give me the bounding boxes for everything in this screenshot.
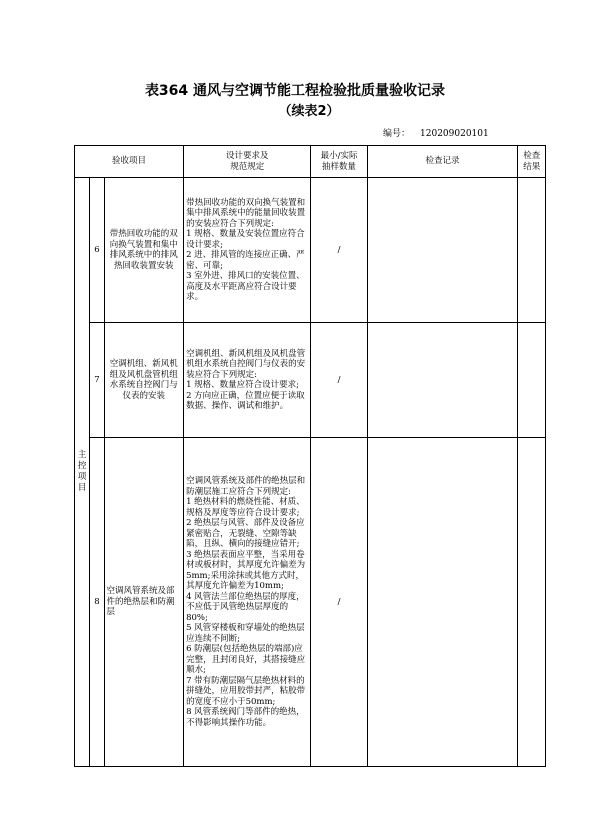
table-row [75,438,546,767]
row-result[interactable] [518,178,546,323]
row-record[interactable] [367,438,518,767]
row-requirement: 带热回收功能的双向换气装置和集中排风系统中的能量回收装置的安装应符合下列规定: 1 规格、数量及安装位置应符合设计要求; 2 进、排风管的连接应正确、严密、可靠; 3 室外进、排风口的安装位置、高度及水平距离应符合设计要求。 [184,178,311,323]
row-item: 空调机组、新风机组及风机盘管机组水系统自控阀门与仪表的安装 [104,323,184,438]
row-sample: / [311,178,367,323]
row-item: 空调风管系统及部件的绝热层和防潮层 [104,438,184,767]
row-record[interactable] [367,323,518,438]
row-item: 带热回收功能的双向换气装置和集中排风系统中的排风热回收装置安装 [104,178,184,323]
row-requirement: 空调机组、新风机组及风机盘管机组水系统自控阀门与仪表的安装应符合下列规定: 1 规格、数量应符合设计要求; 2 方向应正确，位置应便于读取数据、操作、调试和维护。 [184,323,311,438]
table-row [75,323,546,438]
row-sample: / [311,323,367,438]
row-record[interactable] [367,178,518,323]
header-row [75,146,546,178]
page-title: 表364 通风与空调节能工程检验批质量验收记录 [144,83,446,99]
row-number: 8 [90,438,104,767]
row-requirement: 空调风管系统及部件的绝热层和防潮层施工应符合下列规定: 1 绝热材料的燃烧性能、材质、规格及厚度等应符合设计要求; 2 绝热层与风管、部件及设备应紧密贴合，无裂缝、空隙等缺陷，且纵、横向的接缝应错开; 3 绝热层表面应平整，当采用卷材或板材时，其厚度允许偏差为5mm;采用涂抹或其他方式时，其厚度允许偏差为10mm; 4 风管法兰部位绝热层的厚度，不应低于风管绝热层厚度的80%; 5 风管穿楼板和穿墙处的绝热层应连续不间断; 6 防潮层(包括绝热层的端部)应完整，且封闭良好，其搭接缝应顺水; 7 带有防潮层隔气层绝热材料的拼缝处，应用胶带封严，粘胶带的宽度不应小于50mm; 8 风管系统阀门等部件的绝热，不得影响其操作功能。 [184,438,311,767]
table-row [75,178,546,323]
row-number: 6 [90,178,104,323]
form-code [383,126,499,139]
row-result[interactable] [518,438,546,767]
category-cell [75,178,90,767]
code-value: 120209020101 [420,129,489,139]
row-result[interactable] [518,323,546,438]
header-item: 验收项目 [75,146,184,178]
inspection-table [74,145,546,767]
header-sample: 最小/实际 抽样数量 [311,146,367,178]
row-number: 7 [90,323,104,438]
header-record: 检查记录 [367,146,518,178]
header-result: 检查 结果 [518,146,546,178]
code-label: 编号： [383,129,411,139]
row-sample: / [311,438,367,767]
category-label: 主控项目 [77,450,87,493]
header-design: 设计要求及 规范规定 [184,146,311,178]
page-subtitle: （续表2） [278,104,340,119]
